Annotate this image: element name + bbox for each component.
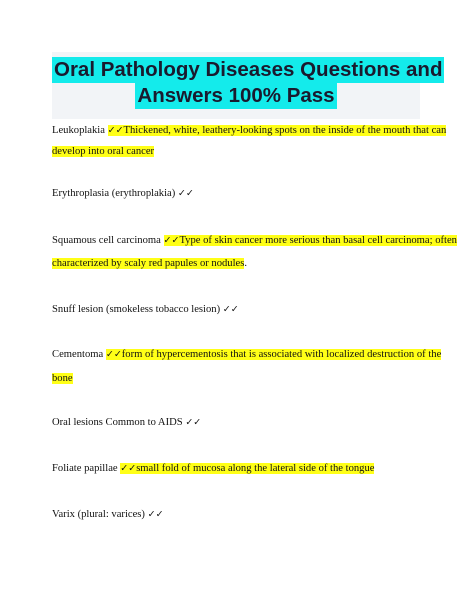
term: Oral lesions Common to AIDS xyxy=(52,417,183,428)
term: Squamous cell carcinoma xyxy=(52,235,161,246)
definition-line-1: small fold of mucosa along the lateral side of the tongue xyxy=(136,463,375,474)
definition-line-2: characterized by scaly red papules or nodules xyxy=(52,258,245,269)
check-mark-icon: ✓✓ xyxy=(107,125,124,136)
answer-highlight xyxy=(120,463,374,474)
page-title-line-1: Oral Pathology Diseases Questions and xyxy=(54,58,443,81)
qa-item-snuff-lesion xyxy=(52,303,422,316)
check-mark-icon: ✓✓ xyxy=(177,188,194,199)
term: Leukoplakia xyxy=(52,125,105,136)
check-mark-icon: ✓✓ xyxy=(222,304,239,315)
answer-highlight xyxy=(108,125,447,136)
check-mark-icon: ✓✓ xyxy=(147,509,164,520)
qa-item-leukoplakia-continued xyxy=(52,145,422,158)
answer-highlight xyxy=(164,235,457,246)
qa-item-squamous-cell-carcinoma xyxy=(52,234,457,247)
qa-item-cementoma xyxy=(52,348,442,361)
qa-item-erythroplasia xyxy=(52,187,422,200)
definition-line-2: develop into oral cancer xyxy=(52,146,155,157)
check-mark-icon: ✓✓ xyxy=(120,463,137,474)
definition-period: . xyxy=(244,258,248,269)
term: Erythroplasia (erythroplakia) xyxy=(52,188,176,199)
term: Foliate papillae xyxy=(52,463,118,474)
check-mark-icon: ✓✓ xyxy=(185,417,202,428)
definition-line-1: Type of skin cancer more serious than basal cell carcinoma; often xyxy=(179,235,457,246)
term: Varix (plural: varices) xyxy=(52,509,145,520)
qa-item-leukoplakia xyxy=(52,124,447,137)
qa-item-squamous-cell-carcinoma-continued xyxy=(52,257,422,270)
qa-item-oral-lesions-aids xyxy=(52,416,422,429)
check-mark-icon: ✓✓ xyxy=(105,349,122,360)
answer-highlight xyxy=(106,349,441,360)
term: Snuff lesion (smokeless tobacco lesion) xyxy=(52,304,221,315)
qa-item-cementoma-continued xyxy=(52,372,422,385)
term: Cementoma xyxy=(52,349,104,360)
definition-line-1: form of hypercementosis that is associated with localized destruction of the xyxy=(121,349,442,360)
definition-line-2: bone xyxy=(52,373,73,384)
qa-item-foliate-papillae xyxy=(52,462,422,475)
title-block xyxy=(52,52,443,119)
check-mark-icon: ✓✓ xyxy=(163,235,180,246)
definition-line-1: Thickened, white, leathery-looking spots on the inside of the mouth that can xyxy=(123,125,447,136)
qa-item-varix xyxy=(52,508,422,521)
page-title-line-2: Answers 100% Pass xyxy=(137,84,335,107)
